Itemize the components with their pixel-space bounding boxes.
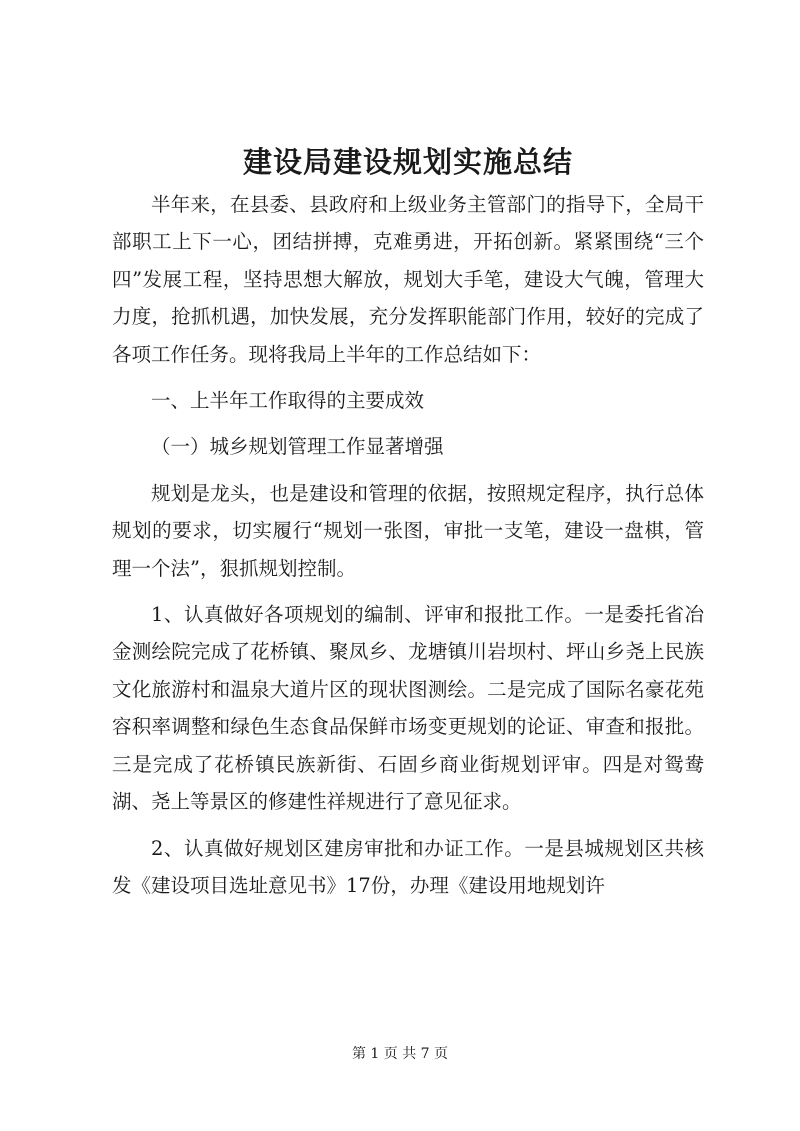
page-number-footer: 第 1 页 共 7 页 [351, 1046, 449, 1062]
paragraph-item-2: 2、认真做好规划区建房审批和办证工作。一是县城规划区共核发《建设项目选址意见书》17份，办理《建设用地规划许 [112, 836, 704, 897]
paragraph-planning: 规划是龙头，也是建设和管理的依据，按照规定程序，执行总体规划的要求，切实履行“规划一张图，审批一支笔，建设一盘棋，管理一个法”，狠抓规划控制。 [112, 481, 704, 580]
paragraph-intro: 半年来，在县委、县政府和上级业务主管部门的指导下，全局干部职工上下一心，团结拼搏，克难勇进，开拓创新。紧紧围绕“三个四”发展工程，坚持思想大解放，规划大手笔，建设大气魄，管理大力度，抢抓机遇，加快发展，充分发挥职能部门作用，较好的完成了各项工作任务。现将我局上半年的工作总结如下： [112, 193, 704, 366]
section-heading: 一、上半年工作取得的主要成效 [151, 389, 425, 413]
subsection-heading: （一）城乡规划管理工作显著增强 [151, 435, 444, 459]
paragraph-item-1: 1、认真做好各项规划的编制、评审和报批工作。一是委托省冶金测绘院完成了花桥镇、聚凤乡、龙塘镇川岩坝村、坪山乡尧上民族文化旅游村和温泉大道片区的现状图测绘。二是完成了国际名豪花苑容积率调整和绿色生态食品保鲜市场变更规划的论证、审查和报批。三是完成了花桥镇民族新街、石固乡商业街规划评审。四是对鸳鸯湖、尧上等景区的修建性祥规进行了意见征求。 [112, 603, 704, 814]
document-body [112, 186, 704, 904]
document-title: 建设局建设规划实施总结 [242, 145, 573, 179]
